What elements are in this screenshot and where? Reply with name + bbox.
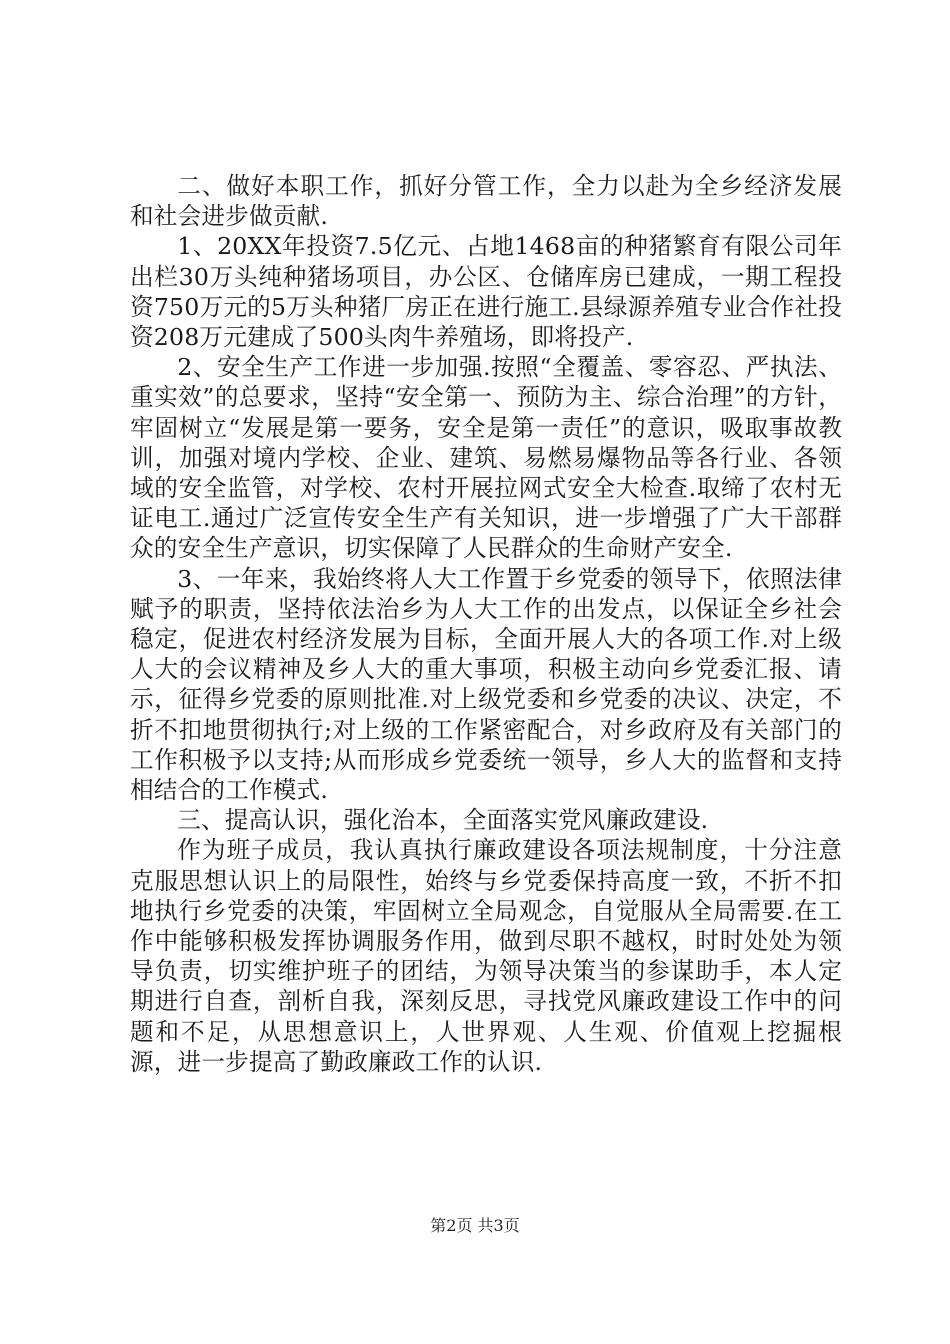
paragraph-item-3: 3、一年来，我始终将人大工作置于乡党委的领导下，依照法律赋予的职责，坚持依法治乡为人大工作的出发点，以保证全乡社会稳定，促进农村经济发展为目标，全面开展人大的各项工作.对上级人大的会议精神及乡人大的重大事项，积极主动向乡党委汇报、请示，征得乡党委的原则批准.对上级党委和乡党委的决议、决定，不折不扣地贯彻执行;对上级的工作紧密配合，对乡政府及有关部门的工作积极予以支持;从而形成乡党委统一领导，乡人大的监督和支持相结合的工作模式.	[130, 564, 842, 805]
paragraph-item-1: 1、20XX年投资7.5亿元、占地1468亩的种猪繁育有限公司年出栏30万头纯种猪场项目，办公区、仓储库房已建成，一期工程投资750万元的5万头种猪厂房正在进行施工.县绿源养殖专业合作社投资208万元建成了500头肉牛养殖场，即将投产.	[130, 232, 842, 352]
paragraph-item-2: 2、安全生产工作进一步加强.按照“全覆盖、零容忍、严执法、重实效”的总要求，坚持“安全第一、预防为主、综合治理”的方针，牢固树立“发展是第一要务，安全是第一责任”的意识，吸取事故教训，加强对境内学校、企业、建筑、易燃易爆物品等各行业、各领域的安全监管，对学校、农村开展拉网式安全大检查.取缔了农村无证电工.通过广泛宣传安全生产有关知识，进一步增强了广大干部群众的安全生产意识，切实保障了人民群众的生命财产安全.	[130, 353, 842, 563]
paragraph-integrity: 作为班子成员，我认真执行廉政建设各项法规制度，十分注意克服思想认识上的局限性，始终与乡党委保持高度一致，不折不扣地执行乡党委的决策，牢固树立全局观念，自觉服从全局需要.在工作中能够积极发挥协调服务作用，做到尽职不越权，时时处处为领导负责，切实维护班子的团结，为领导决策当的参谋助手，本人定期进行自查，剖析自我，深刻反思，寻找党风廉政建设工作中的问题和不足，从思想意识上，人世界观、人生观、价值观上挖掘根源，进一步提高了勤政廉政工作的认识.	[130, 836, 842, 1076]
section-heading-3: 三、提高认识，强化治本，全面落实党风廉政建设.	[177, 806, 709, 835]
document-body	[130, 171, 842, 1077]
section-heading-2: 二、做好本职工作，抓好分管工作，全力以赴为全乡经济发展和社会进步做贡献.	[130, 172, 842, 231]
page-number-footer: 第2页 共3页	[430, 1216, 520, 1235]
